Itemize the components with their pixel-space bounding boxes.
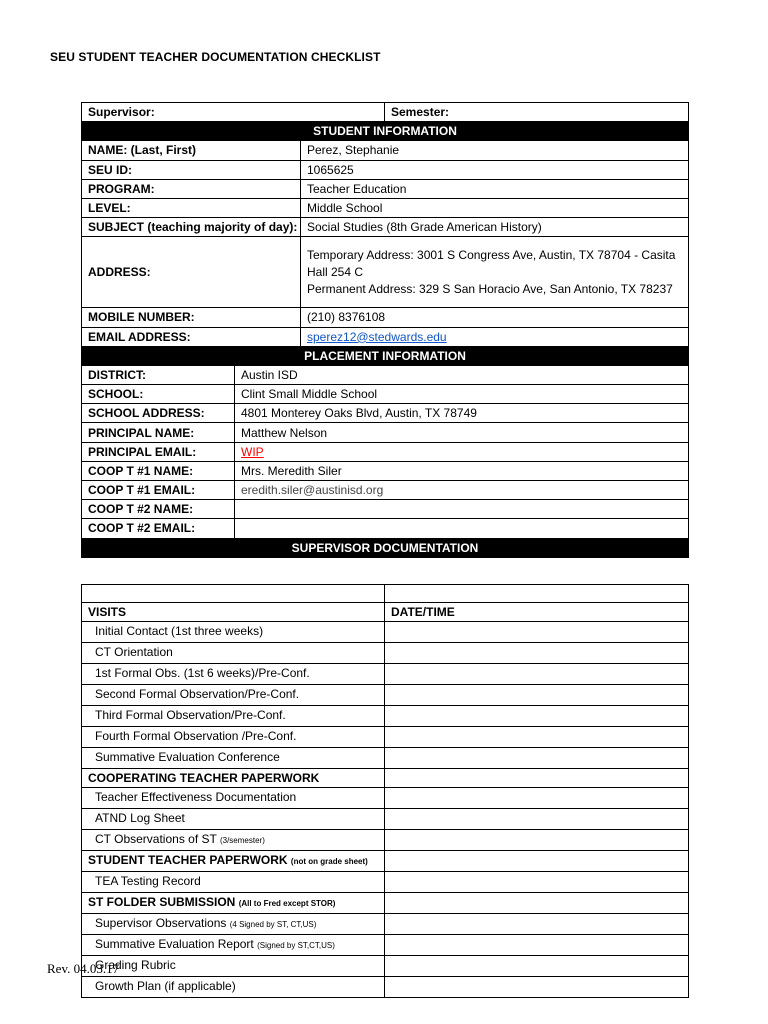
table-row [82,519,689,538]
email-value[interactable] [301,327,689,346]
datetime-cell[interactable] [385,643,689,664]
field-value[interactable]: 1065625 [301,160,689,179]
datetime-cell[interactable] [385,914,689,935]
datetime-cell[interactable] [385,788,689,809]
field-label: PROGRAM: [82,179,301,198]
field-value[interactable]: Middle School [301,198,689,217]
field-value[interactable]: eredith.siler@austinisd.org [235,481,689,500]
permanent-address: Permanent Address: 329 S San Horacio Ave, San Antonio, TX 78237 [307,281,673,296]
table-row [82,500,689,519]
table-row [82,179,689,198]
table-row [82,404,689,423]
address-value[interactable] [301,237,689,308]
student-rows [82,141,689,237]
student-section-title: STUDENT TEACHER PAPERWORK (not on grade sheet) [82,851,385,872]
datetime-cell[interactable] [385,935,689,956]
field-label: LEVEL: [82,198,301,217]
datetime-cell[interactable] [385,830,689,851]
mobile-row [82,308,689,327]
datetime-cell[interactable] [385,664,689,685]
checklist-item: Third Formal Observation/Pre-Conf. [82,706,385,727]
checklist-row [82,830,689,851]
visits-column-header: VISITS [82,603,385,622]
field-label: SEU ID: [82,160,301,179]
field-label: PRINCIPAL EMAIL: [82,442,235,461]
student-info-banner: STUDENT INFORMATION [82,122,689,141]
document-title: SEU STUDENT TEACHER DOCUMENTATION CHECKLIST [50,50,381,64]
table-row [82,198,689,217]
datetime-cell[interactable] [385,956,689,977]
mobile-value[interactable]: (210) 8376108 [301,308,689,327]
checklist-row [82,748,689,769]
student-items [82,872,689,893]
coop-items [82,788,689,851]
datetime-cell[interactable] [385,769,689,788]
field-value[interactable] [235,442,689,461]
table-row [82,365,689,384]
info-table [81,102,689,558]
datetime-cell[interactable] [385,809,689,830]
datetime-column-header: DATE/TIME [385,603,689,622]
email-link[interactable]: sperez12@stedwards.edu [307,329,447,344]
checklist-item: Teacher Effectiveness Documentation [82,788,385,809]
datetime-cell[interactable] [385,893,689,914]
checklist-item: Grading Rubric [82,956,385,977]
field-label: COOP T #2 NAME: [82,500,235,519]
field-value[interactable]: Matthew Nelson [235,423,689,442]
field-value[interactable]: Clint Small Middle School [235,385,689,404]
field-label: PRINCIPAL NAME: [82,423,235,442]
checklist-item: TEA Testing Record [82,872,385,893]
checklist-row [82,872,689,893]
temporary-address: Temporary Address: 3001 S Congress Ave, Austin, TX 78704 - Casita Hall 254 C [307,247,676,279]
field-value[interactable] [235,500,689,519]
header-row [82,103,689,122]
checklist-item: Fourth Formal Observation /Pre-Conf. [82,727,385,748]
datetime-cell[interactable] [385,685,689,706]
supervisor-doc-banner: SUPERVISOR DOCUMENTATION [82,538,689,557]
field-label: COOP T #1 EMAIL: [82,481,235,500]
visits-header-row [82,603,689,622]
field-value[interactable]: Teacher Education [301,179,689,198]
table-row [82,160,689,179]
checklist-row [82,956,689,977]
datetime-cell[interactable] [385,851,689,872]
table-row [82,141,689,160]
field-value[interactable]: Perez, Stephanie [301,141,689,160]
checklist-item: Initial Contact (1st three weeks) [82,622,385,643]
checklist-row [82,664,689,685]
field-value[interactable]: 4801 Monterey Oaks Blvd, Austin, TX 78749 [235,404,689,423]
revision-label: Rev. 04.03.17 [47,961,120,976]
blank-row [82,585,689,603]
checklist-row [82,935,689,956]
wip-link[interactable]: WIP [241,444,264,459]
folder-section-row [82,893,689,914]
field-label: SCHOOL ADDRESS: [82,404,235,423]
field-value[interactable]: Mrs. Meredith Siler [235,461,689,480]
field-label: COOP T #1 NAME: [82,461,235,480]
field-label: SCHOOL: [82,385,235,404]
folder-items [82,914,689,998]
visit-items [82,622,689,769]
checklist-row [82,977,689,998]
checklist-item: Supervisor Observations (4 Signed by ST, CT,US) [82,914,385,935]
field-label: DISTRICT: [82,365,235,384]
checklist-item: Growth Plan (if applicable) [82,977,385,998]
checklist-item: Second Formal Observation/Pre-Conf. [82,685,385,706]
table-row [82,385,689,404]
checklist-item: CT Orientation [82,643,385,664]
coop-section-title: COOPERATING TEACHER PAPERWORK [82,769,385,788]
table-row [82,442,689,461]
semester-label: Semester: [385,103,689,122]
field-label: SUBJECT (teaching majority of day): [82,218,301,237]
datetime-cell[interactable] [385,622,689,643]
checklist-item: ATND Log Sheet [82,809,385,830]
checklist-item: Summative Evaluation Report (Signed by ST,CT,US) [82,935,385,956]
email-label: EMAIL ADDRESS: [82,327,301,346]
table-row [82,423,689,442]
supervisor-label: Supervisor: [82,103,385,122]
checklist-item: Summative Evaluation Conference [82,748,385,769]
datetime-cell[interactable] [385,706,689,727]
checklist-row [82,727,689,748]
checklist-row [82,809,689,830]
checklist-row [82,706,689,727]
checklist-item: 1st Formal Obs. (1st 6 weeks)/Pre-Conf. [82,664,385,685]
visits-table [81,584,689,998]
address-label: ADDRESS: [82,237,301,308]
field-value[interactable]: Social Studies (8th Grade American History) [301,218,689,237]
coop-section-row [82,769,689,788]
field-value[interactable]: Austin ISD [235,365,689,384]
checklist-row [82,643,689,664]
field-label: NAME: (Last, First) [82,141,301,160]
checklist-row [82,685,689,706]
placement-info-banner: PLACEMENT INFORMATION [82,346,689,365]
datetime-cell[interactable] [385,977,689,998]
field-value[interactable] [235,519,689,538]
datetime-cell[interactable] [385,748,689,769]
table-row [82,481,689,500]
email-row [82,327,689,346]
folder-section-title: ST FOLDER SUBMISSION (All to Fred except STOR) [82,893,385,914]
datetime-cell[interactable] [385,727,689,748]
placement-rows [82,365,689,538]
checklist-item: CT Observations of ST (3/semester) [82,830,385,851]
mobile-label: MOBILE NUMBER: [82,308,301,327]
student-section-row [82,851,689,872]
checklist-row [82,622,689,643]
address-row [82,237,689,308]
table-row [82,218,689,237]
checklist-row [82,914,689,935]
datetime-cell[interactable] [385,872,689,893]
checklist-row [82,788,689,809]
field-label: COOP T #2 EMAIL: [82,519,235,538]
table-row [82,461,689,480]
